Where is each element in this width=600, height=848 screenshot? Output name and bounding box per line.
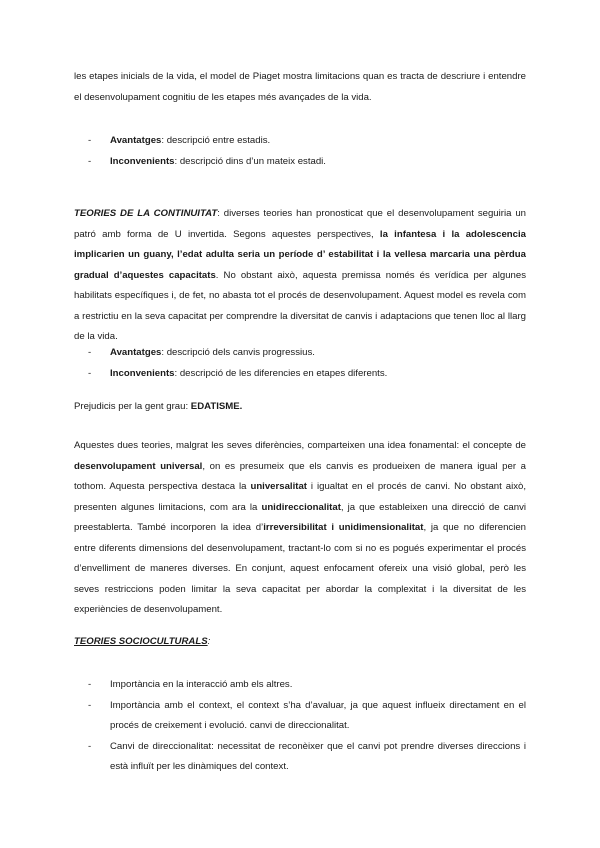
list-item — [88, 737, 526, 778]
paragraph-sociocultural-heading — [74, 632, 526, 653]
paragraph-ageism — [74, 397, 526, 418]
paragraph-universal-development — [74, 436, 526, 621]
list-continuity-pros-cons — [88, 343, 526, 384]
bold-span: desenvolupament universal — [74, 460, 203, 472]
heading-continuity-theories: TEORIES DE LA CONTINUITAT — [74, 208, 218, 219]
item-text: Canvi de direccionalitat: necessitat de reconèixer que el canvi pot prendre diverses direccions i està influït per les dinàmiques del context. — [110, 740, 526, 772]
item-text: : descripció de les diferencies en etapes diferents. — [174, 367, 388, 379]
item-text: : descripció dels canvis progressius. — [161, 347, 315, 358]
text-span: : — [207, 636, 211, 647]
text-span: : diverses teories han pronosticat que el desenvolupament seguiria un patró amb forma de U invertida. Segons aquestes perspectives, — [74, 208, 526, 240]
bold-span: la infantesa i la adolescencia implicarien un guany, l’edat adulta seria un període d’ estabilitat i la vellesa marcaria una pèrdua gradual d’aquestes capacitats — [74, 228, 526, 281]
term-ageism: EDATISME. — [190, 401, 243, 412]
label-advantages: Avantatges — [110, 347, 162, 358]
item-text: : descripció dins d’un mateix estadi. — [174, 155, 326, 167]
list-item-disadvantages — [88, 152, 526, 173]
label-disadvantages: Inconvenients — [110, 367, 175, 379]
bold-span: universalitat — [250, 481, 307, 492]
bullet-dash: - — [88, 679, 92, 690]
list-sociocultural — [88, 675, 526, 778]
list-item-disadvantages — [88, 364, 526, 385]
bold-span: irreversibilitat i unidimensionalitat — [263, 522, 424, 533]
label-advantages: Avantatges — [110, 135, 162, 146]
list-item — [88, 696, 526, 737]
heading-sociocultural-theories: TEORIES SOCIOCULTURALS — [74, 636, 208, 647]
bullet-dash: - — [88, 347, 92, 358]
bullet-dash: - — [88, 699, 92, 711]
text-span: , ja que estableixen una direcció de canvi preestablerta. També incorporen la idea d’ — [74, 501, 526, 533]
text-span: Aquestes dues teories, malgrat les seves diferències, comparteixen una idea fonamental: el concepte de — [74, 440, 526, 451]
paragraph-piaget: les etapes inicials de la vida, el model de Piaget mostra limitacions quan es tracta de descriure i entendre el desenvolupament cognitiu de les etapes més avançades de la vida. — [74, 71, 526, 103]
text-span: . No obstant això, aquesta premissa només és verídica per algunes habilitats específiques i, de fet, no abasta tot el procés de desenvolupament. Aquest model es revela com a restrictiu en la seva capacitat per comprendre la diversitat de canvis i adaptacions que tenen lloc al llarg de la vida. — [74, 269, 526, 342]
item-text: Importància amb el context, el context s’ha d’avaluar, ja que aquest influeix directament en el procés de creixement i evolució. canvi de direccionalitat. — [110, 699, 526, 731]
text-span: , ja que no diferencien entre diferents dimensions del desenvolupament, tractant-lo com si no es pogués experimentar el procés d’envelliment de maneres diverses. En conjunt, aquest enfocament ofereix una visió global, però les seves restriccions poden limitar la seva capacitat per abordar la complexitat i la diversitat de les experiències de desenvolupament. — [74, 522, 527, 615]
bold-span: unidireccionalitat — [261, 501, 341, 513]
paragraph-continuity-theories — [74, 204, 526, 348]
bullet-dash: - — [88, 367, 92, 379]
list-item-advantages — [88, 343, 526, 364]
text-span: Prejudicis per la gent grau: — [74, 401, 191, 412]
list-item-advantages — [88, 131, 526, 152]
bullet-dash: - — [88, 740, 92, 752]
list-item — [88, 675, 526, 696]
label-disadvantages: Inconvenients — [110, 155, 175, 167]
bullet-dash: - — [88, 135, 92, 146]
text-span: i igualtat en el procés de canvi. No obstant això, presenten algunes limitacions, com ara la — [74, 481, 527, 513]
bullet-dash: - — [88, 155, 92, 167]
item-text: : descripció entre estadis. — [161, 135, 271, 146]
list-piaget-pros-cons — [88, 131, 526, 172]
text-span: , on es presumeix que els canvis es produeixen de manera igual per a tothom. Aquesta perspectiva destaca la — [74, 460, 526, 492]
item-text: Importància en la interacció amb els altres. — [110, 679, 293, 690]
